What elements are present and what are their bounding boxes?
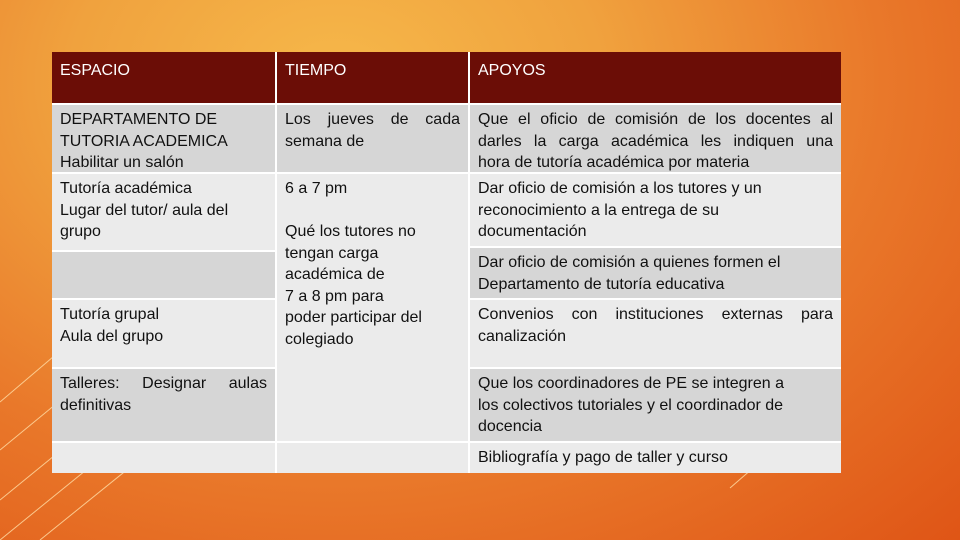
apoyos-cell-bibliografia: Bibliografía y pago de taller y curso: [470, 443, 841, 473]
apoyos-oficio-line-3: hora de tutoría académica por materia: [478, 154, 750, 171]
apoyos-oficio-line-2: darles la carga académica les indiquen una: [478, 132, 833, 150]
apoyos-cell-departamento: Dar oficio de comisión a quienes formen el Departamento de tutoría educativa: [470, 248, 841, 298]
apoyos-cell-oficio-tutores: Dar oficio de comisión a los tutores y un reconocimiento a la entrega de su documentación: [470, 174, 841, 246]
planning-table: [52, 52, 841, 473]
tiempo-cell-jueves: [277, 105, 468, 172]
espacio-cell-departamento: DEPARTAMENTO DE TUTORIA ACADEMICA Habilitar un salón: [52, 105, 275, 172]
espacio-cell-tutoria-grupal: Tutoría grupal Aula del grupo: [52, 300, 275, 367]
header-apoyos: APOYOS: [470, 52, 841, 103]
header-tiempo: TIEMPO: [277, 52, 468, 103]
apoyos-cell-coordinadores: Que los coordinadores de PE se integren a los colectivos tutoriales y el coordinador de docencia: [470, 369, 841, 441]
apoyos-cell-convenios: [470, 300, 841, 367]
apoyos-oficio-line-1: Que el oficio de comisión de los docentes al: [478, 111, 833, 128]
tiempo-jueves-line-2: semana de: [285, 132, 365, 150]
espacio-talleres-line-2: definitivas: [60, 396, 132, 414]
apoyos-convenios-line-2: canalización: [478, 327, 567, 345]
espacio-cell-talleres: [52, 369, 275, 441]
espacio-cell-empty: [52, 252, 275, 298]
apoyos-convenios-line-1: Convenios con instituciones externas para: [478, 306, 833, 323]
espacio-cell-last-empty: [52, 443, 275, 473]
apoyos-cell-oficio-docentes: [470, 105, 841, 172]
tiempo-cell-last-empty: [277, 443, 468, 473]
header-espacio: ESPACIO: [52, 52, 275, 103]
espacio-cell-tutoria-academica: Tutoría académica Lugar del tutor/ aula del grupo: [52, 174, 275, 250]
tiempo-cell-horario: 6 a 7 pm Qué los tutores no tengan carga académica de 7 a 8 pm para poder participar del colegiado: [277, 174, 468, 441]
espacio-talleres-line-1: Talleres: Designar aulas: [60, 375, 267, 392]
tiempo-jueves-line-1: Los jueves de cada: [285, 111, 460, 128]
